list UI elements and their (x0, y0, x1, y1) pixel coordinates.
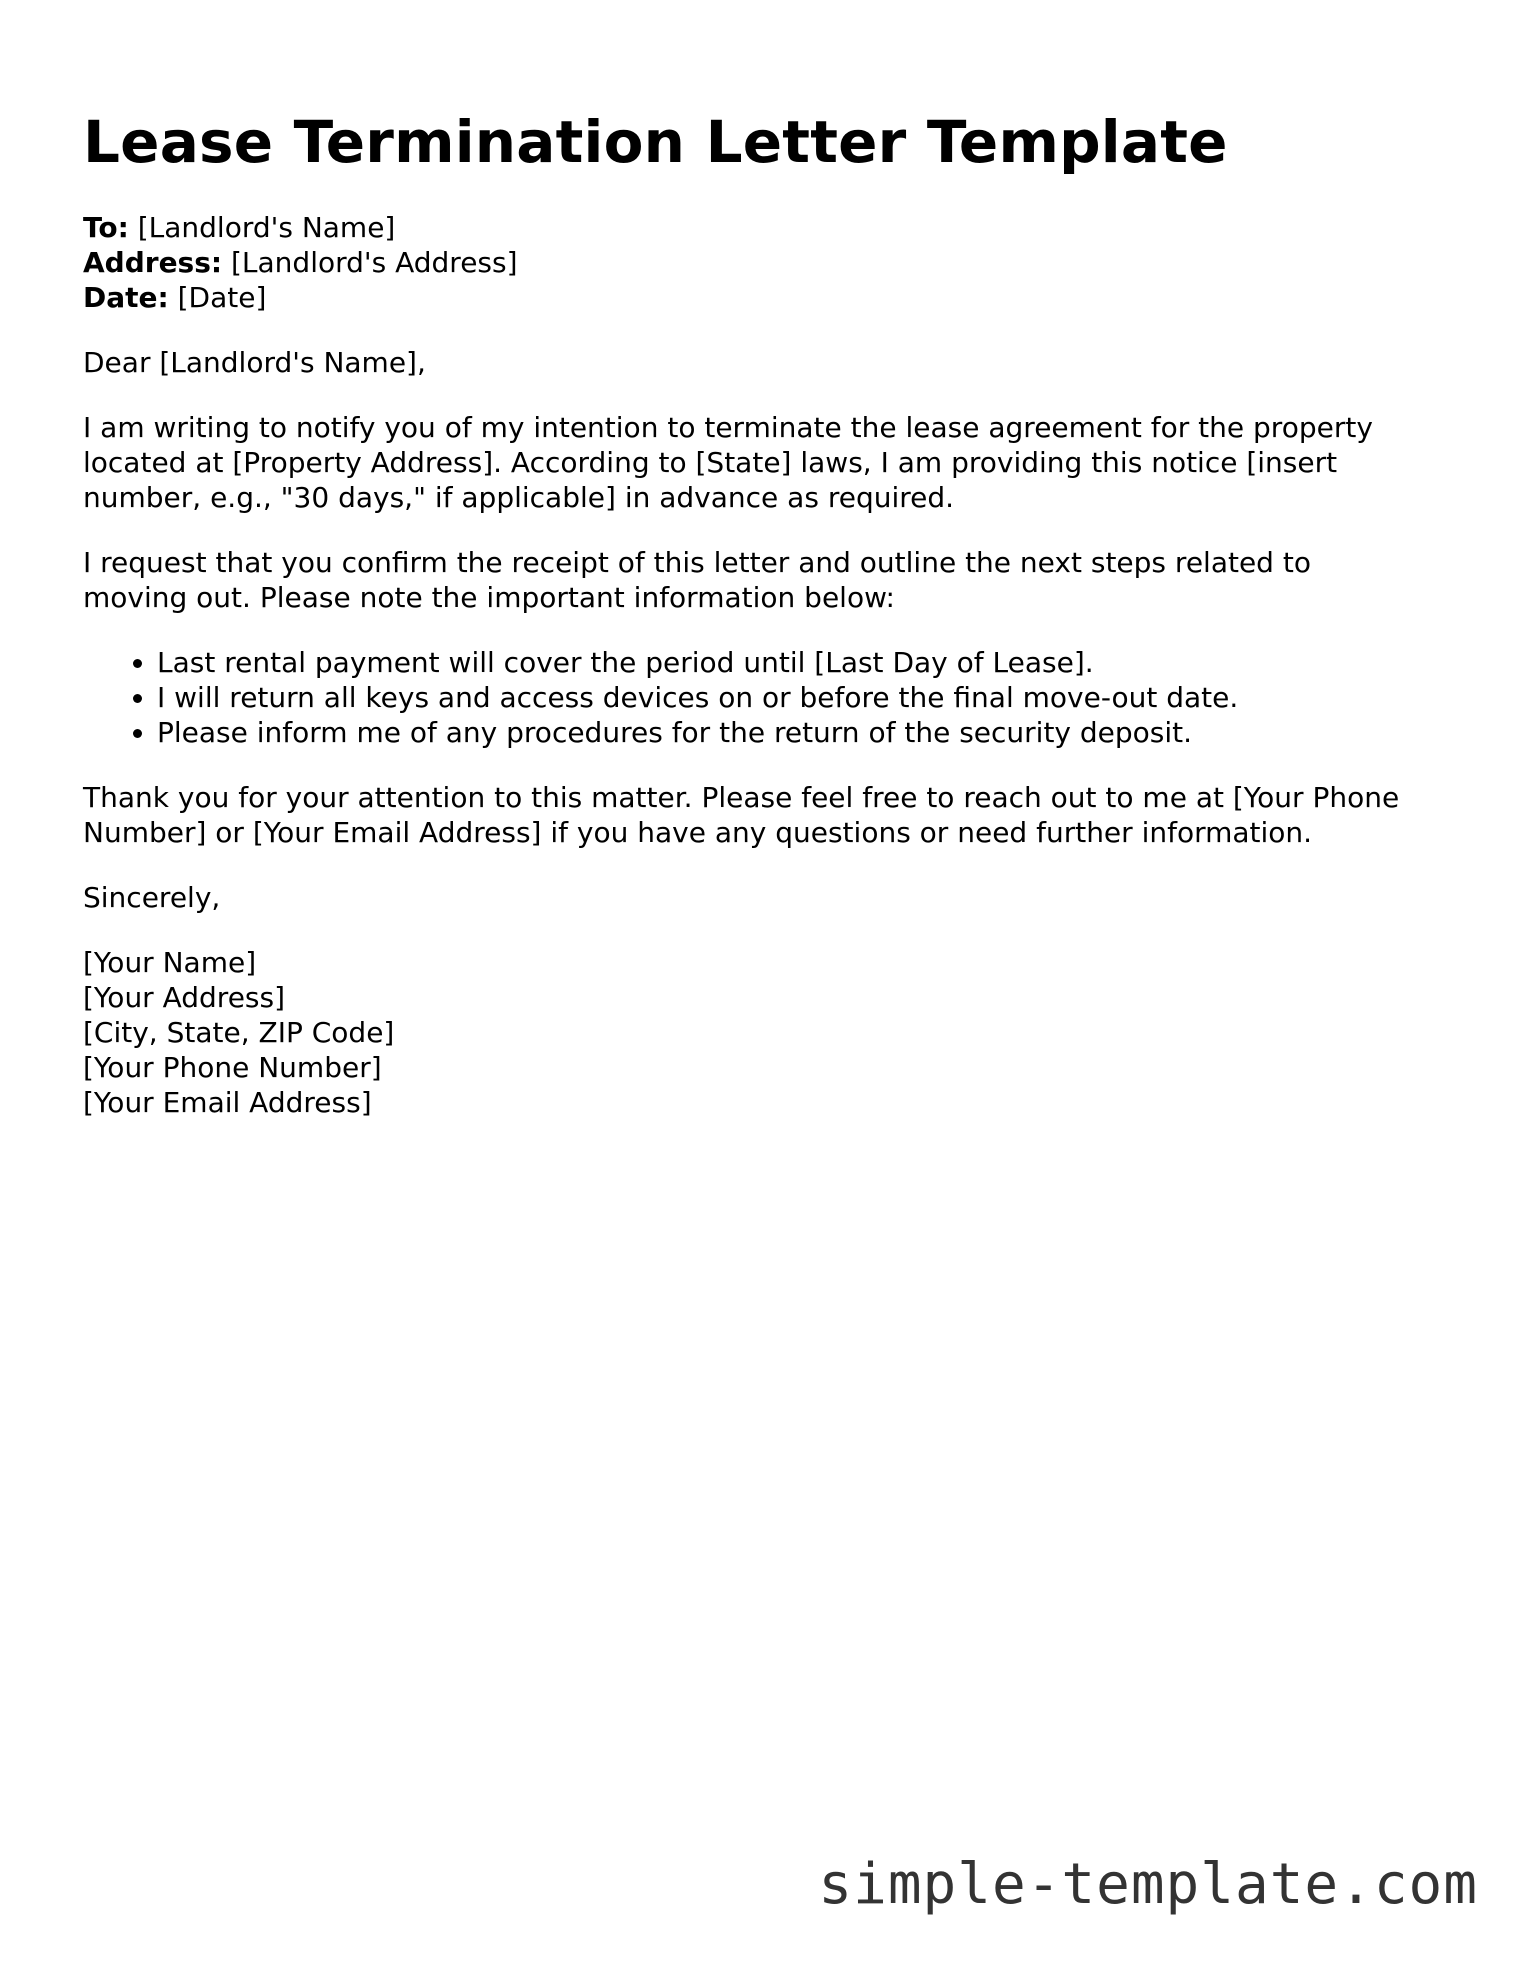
page-title: Lease Termination Letter Template (83, 108, 1228, 176)
list-item: • I will return all keys and access devices on or before the final move-out date. (157, 680, 1423, 715)
letter-body (83, 345, 1423, 1120)
letter-header (83, 210, 1423, 315)
date-line (83, 280, 1423, 315)
signature-name: [Your Name] (83, 946, 257, 979)
address-value: [Landlord's Address] (231, 246, 518, 279)
date-label: Date: (83, 281, 169, 314)
to-label: To: (83, 211, 129, 244)
signature-city: [City, State, ZIP Code] (83, 1016, 395, 1049)
sign-off: Sincerely, (83, 881, 221, 914)
date-value: [Date] (177, 281, 267, 314)
signature-address: [Your Address] (83, 981, 286, 1014)
info-list (83, 645, 1423, 750)
to-value: [Landlord's Name] (137, 211, 396, 244)
list-item: • Please inform me of any procedures for the return of the security deposit. (157, 715, 1423, 750)
closing-paragraph: Thank you for your attention to this matter. Please feel free to reach out to me at [Your Phone Number] or [Your Email Address] if you have any questions or need further information. (83, 781, 1400, 849)
salutation: Dear [Landlord's Name], (83, 346, 426, 379)
signature-block (83, 945, 1423, 1120)
to-line (83, 210, 1423, 245)
signature-phone: [Your Phone Number] (83, 1051, 382, 1084)
request-paragraph: I request that you confirm the receipt of this letter and outline the next steps related to moving out. Please note the important information below: (83, 546, 1311, 614)
list-item: • Last rental payment will cover the period until [Last Day of Lease]. (157, 645, 1423, 680)
watermark: simple-template.com (818, 1852, 1478, 1917)
intro-paragraph: I am writing to notify you of my intention to terminate the lease agreement for the property located at [Property Address]. According to [State] laws, I am providing this notice [insert number, e.g., "30 days," if applicable] in advance as required. (83, 411, 1373, 514)
address-label: Address: (83, 246, 223, 279)
address-line (83, 245, 1423, 280)
signature-email: [Your Email Address] (83, 1086, 372, 1119)
letter-page (83, 100, 1423, 1120)
